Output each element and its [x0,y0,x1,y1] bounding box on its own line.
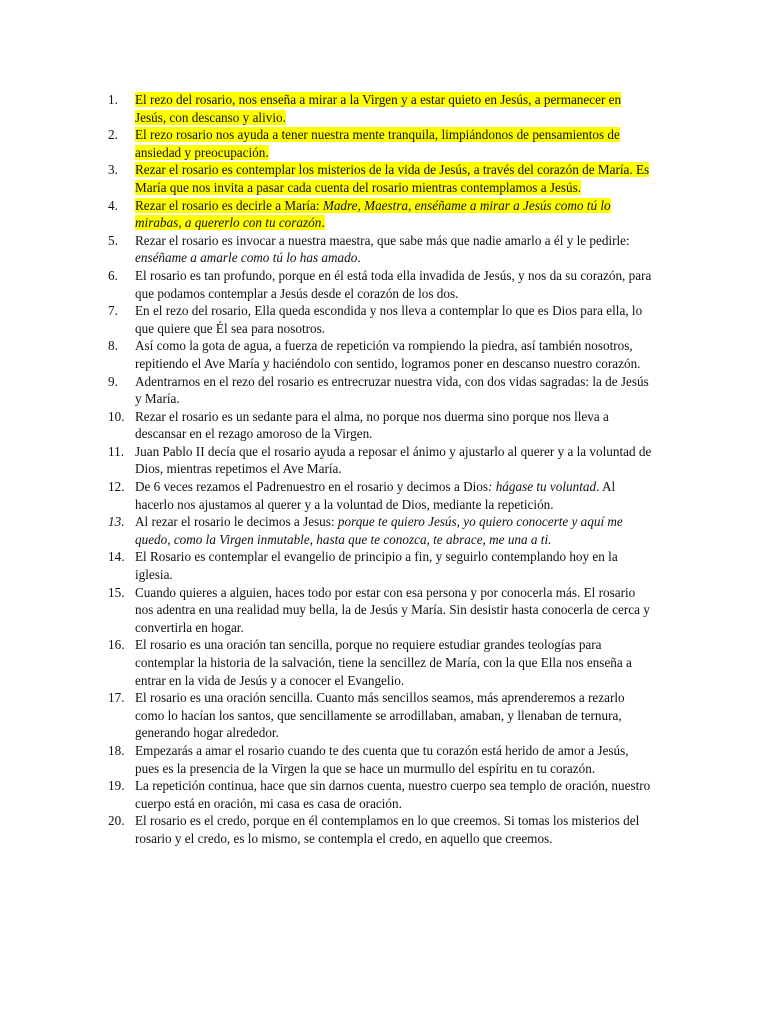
list-item [108,197,653,232]
list-item-number: 17. [108,690,125,706]
list-item-text [135,337,653,372]
list-item-number: 1. [108,92,118,107]
list-item-text [135,636,653,689]
italic-phrase: porque te quiero Jesús, yo quiero conocerte y aquí me quedo, como la Virgen inmutable, hasta que te conozca, te abrace, me una a ti. [135,514,623,547]
text-run: En el rezo del rosario, Ella queda escondida y nos lleva a contemplar lo que es Dios para ella, lo que quiere que Él sea para nosotros. [135,303,643,336]
italic-phrase: Madre, Maestra, enséñame a mirar a Jesús como tú lo mirabas, a quererlo con tu corazón [135,197,611,231]
list-item-text [135,777,653,812]
list-item [108,584,653,637]
list-item-number: 6. [108,267,118,283]
list-item-number: 7. [108,303,118,319]
italic-phrase: enséñame a amarle como tú lo has amado [135,250,358,266]
list-item-text [135,232,653,267]
list-item-text [135,91,653,126]
text-run: Al rezar el rosario le decimos a Jesus: [135,514,338,530]
list-item-number: 19. [108,778,125,794]
text-run: Rezar el rosario es un sedante para el alma, no porque nos duerma sino porque nos lleva a descansar en el rezago amoroso de la Virgen. [135,408,609,442]
list-item [108,408,653,443]
list-item-number: 2. [108,127,118,143]
list-item-text [135,197,653,232]
text-run: Cuando quieres a alguien, haces todo por estar con esa persona y por conocerla más. El rosario nos adentra en una realidad muy bella, la de Jesús y María. Sin desistir hasta conocerla de cerca y convertirla en hogar. [135,584,650,635]
numbered-list [108,91,653,848]
text-run: Rezar el rosario es invocar a nuestra maestra, que sabe más que nadie amarlo a él y le pedirle: [135,232,630,248]
list-item-number: 14. [108,549,125,565]
text-run: El rezo rosario nos ayuda a tener nuestra mente tranquila, limpiándonos de pensamientos de ansiedad y preocupación. [135,127,620,160]
list-item-number: 18. [108,742,125,758]
list-item [108,689,653,742]
text-run: El rosario es tan profundo, porque en él está toda ella invadida de Jesús, y nos da su corazón, para que podamos contemplar a Jesús desde el corazón de los dos. [135,267,652,301]
list-item-text [135,126,653,161]
text-run: Empezarás a amar el rosario cuando te des cuenta que tu corazón está herido de amor a Jesús, pues es la presencia de la Virgen la que se hace un murmullo del espíritu en tu corazón. [135,742,629,776]
text-run: . Al hacerlo nos ajustamos al querer y a la voluntad de Dios, mediante la repetición. [135,479,616,512]
list-item-text [135,812,653,847]
list-item [108,513,653,548]
list-item-number: 3. [108,162,118,178]
text-run: El rosario es el credo, porque en él contemplamos en lo que creemos. Si tomas los misterios del rosario y el credo, es lo mismo, se contempla el credo, en aquello que creemos. [135,813,640,846]
list-item [108,337,653,372]
list-item-number: 9. [108,373,118,389]
list-item-text [135,742,653,777]
list-item [108,548,653,583]
list-item-number: 5. [108,232,118,248]
text-run: Así como la gota de agua, a fuerza de repetición va rompiendo la piedra, así también nosotros, repitiendo el Ave María y haciéndolo con sentido, logramos poner en descanso nuestro corazón. [135,338,641,371]
list-item [108,267,653,302]
text-run: La repetición continua, hace que sin darnos cuenta, nuestro cuerpo sea templo de oración, nuestro cuerpo está en oración, mi casa es casa de oración. [135,778,651,811]
list-item-number: 15. [108,584,125,600]
text-run: El rosario es una oración sencilla. Cuanto más sencillos seamos, más aprenderemos a rezarlo como lo hacían los santos, que sencillamente se arrodillaban, amaban, y llenaban de ternura, generando hogar alrededor. [135,690,625,741]
list-item [108,478,653,513]
text-run: Juan Pablo II decía que el rosario ayuda a reposar el ánimo y ajustarlo al querer y a la voluntad de Dios, mientras repetimos el Ave María. [135,443,652,477]
list-item-text [135,584,653,637]
list-item [108,812,653,847]
text-run: Adentrarnos en el rezo del rosario es entrecruzar nuestra vida, con dos vidas sagradas: la de Jesús y María. [135,373,649,407]
list-item [108,126,653,161]
list-item [108,91,653,126]
list-item-text [135,408,653,443]
list-item-number: 20. [108,813,125,829]
list-item-text [135,267,653,302]
list-item [108,302,653,337]
list-item [108,373,653,408]
list-item-text [135,689,653,742]
list-item-number: 16. [108,637,125,653]
list-item-text [135,443,653,478]
list-item [108,161,653,196]
text-run: El Rosario es contemplar el evangelio de principio a fin, y seguirlo contemplando hoy en la iglesia. [135,549,618,583]
text-run: El rezo del rosario, nos enseña a mirar a la Virgen y a estar quieto en Jesús, a permanecer en Jesús, con descanso y alivio. [135,92,622,125]
text-run: . [357,250,361,266]
list-item [108,443,653,478]
list-item-text [135,302,653,337]
text-run: De 6 veces rezamos el Padrenuestro en el rosario y decimos a Dios [135,479,489,495]
list-item-text [135,373,653,408]
text-run: El rosario es una oración tan sencilla, porque no requiere estudiar grandes teologías para contemplar la historia de la salvación, tiene la sencillez de María, con la que Ella nos enseña a entrar en la vida de Jesús y a conocer el Evangelio. [135,637,632,688]
list-item-text [135,161,653,196]
list-item [108,232,653,267]
list-item-text [135,513,653,548]
list-item-number: 10. [108,408,125,424]
list-item-text [135,478,653,513]
list-item-number: 13. [108,514,125,530]
list-item-number: 8. [108,338,118,354]
italic-phrase: : hágase tu voluntad [488,479,597,495]
text-run: . [321,215,325,231]
list-item [108,742,653,777]
list-item [108,636,653,689]
list-item-text [135,548,653,583]
text-run: Rezar el rosario es decirle a María: [135,197,323,213]
list-item-number: 12. [108,479,125,495]
text-run: Rezar el rosario es contemplar los misterios de la vida de Jesús, a través del corazón de María. Es María que nos invita a pasar cada cuenta del rosario mientras contemplamos a Jesús. [135,162,650,195]
list-item [108,777,653,812]
list-item-number: 11. [108,443,124,459]
list-item-number: 4. [108,197,118,213]
